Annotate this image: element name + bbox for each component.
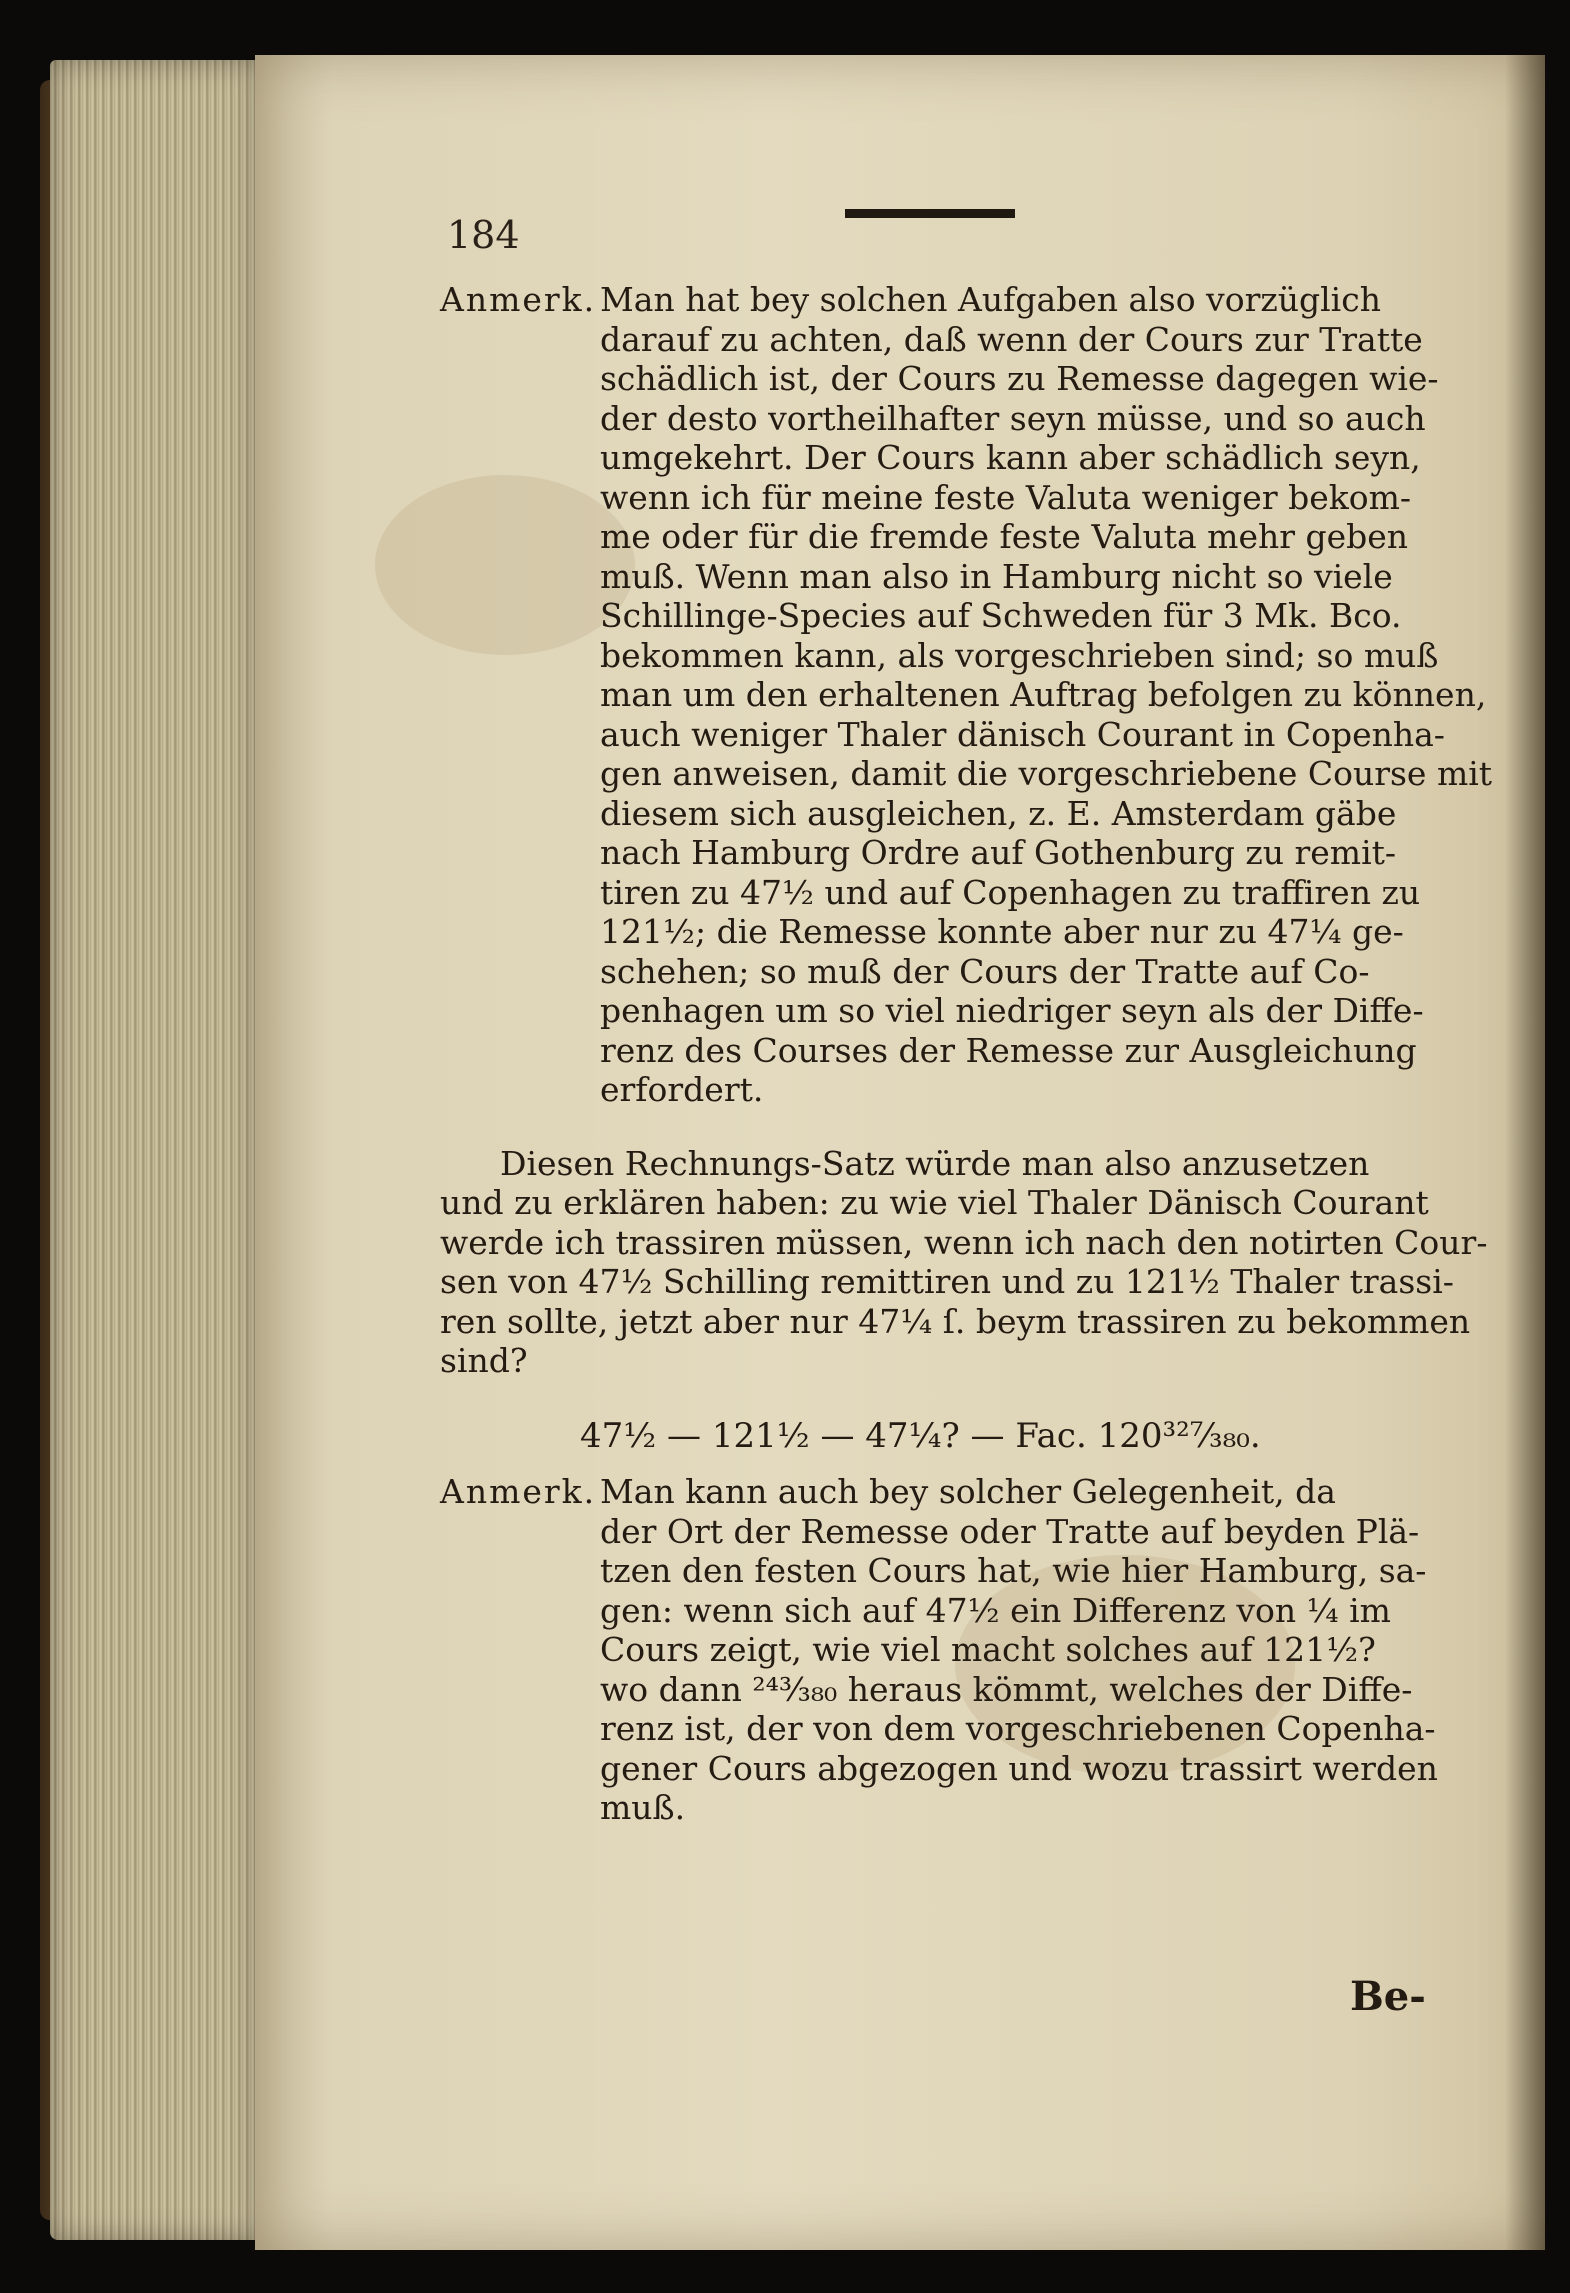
text-line: Schillinge-Species auf Schweden für 3 Mk. Bco. (600, 596, 1402, 635)
page-stack-edge (50, 60, 260, 2240)
text-line: gen: wenn sich auf 47½ ein Differenz von ¼ im (600, 1590, 1391, 1630)
text-line: muß. (600, 1788, 686, 1827)
text-line: der Ort der Remesse oder Tratte auf beyden Plä- (600, 1511, 1420, 1551)
text-line: diesem sich ausgleichen, z. E. Amsterdam gäbe (600, 793, 1397, 833)
text-line: 121½; die Remesse konnte aber nur zu 47¼ ge- (600, 912, 1404, 951)
text-line: wo dann ²⁴³⁄₃₈₀ heraus kömmt, welches der Diffe- (600, 1669, 1413, 1709)
formula-line: 47½ — 121½ — 47¼? — Fac. 120³²⁷⁄₃₈₀. (580, 1415, 1261, 1456)
text-line: me oder für die fremde feste Valuta mehr geben (600, 517, 1409, 556)
text-line: sen von 47½ Schilling remittiren und zu 121½ Thaler trassi- (440, 1262, 1454, 1301)
text-line: schädlich ist, der Cours zu Remesse dagegen wie- (600, 359, 1439, 398)
text-line: nach Hamburg Ordre auf Gothenburg zu remit- (600, 833, 1397, 872)
text-line: und zu erklären haben: zu wie viel Thaler Dänisch Courant (440, 1183, 1429, 1222)
text-line: gener Cours abgezogen und wozu trassirt werden (600, 1748, 1438, 1788)
text-line: Man hat bey solchen Aufgaben also vorzüglich (600, 280, 1381, 319)
note-1-body (600, 280, 1492, 1110)
body-text (440, 280, 1493, 1828)
note-2 (440, 1472, 1490, 1828)
header-rule (845, 209, 1015, 218)
note-2-body (600, 1472, 1490, 1828)
note-2-label: Anmerk. (440, 1472, 597, 1511)
text-line: schehen; so muß der Cours der Tratte auf Co- (600, 951, 1370, 991)
text-line: bekommen kann, als vorgeschrieben sind; so muß (600, 635, 1439, 675)
text-line: Man kann auch bey solcher Gelegenheit, da (600, 1472, 1336, 1511)
text-line: auch weniger Thaler dänisch Courant in Copenha- (600, 714, 1445, 754)
text-line: man um den erhaltenen Auftrag befolgen zu können, (600, 675, 1487, 714)
text-line: Cours zeigt, wie viel macht solches auf 121½? (600, 1630, 1376, 1669)
text-line: werde ich trassiren müssen, wenn ich nach den notirten Cour- (440, 1222, 1488, 1262)
text-line: tiren zu 47½ und auf Copenhagen zu traffiren zu (600, 872, 1421, 912)
text-line: sind? (440, 1341, 528, 1380)
note-1-label: Anmerk. (440, 280, 597, 319)
text-line: muß. Wenn man also in Hamburg nicht so viele (600, 556, 1393, 596)
text-line: penhagen um so viel niedriger seyn als der Diffe- (600, 991, 1424, 1030)
gutter-shadow (1505, 55, 1545, 2250)
text-line: tzen den festen Cours hat, wie hier Hamburg, sa- (600, 1551, 1427, 1590)
text-line: umgekehrt. Der Cours kann aber schädlich seyn, (600, 438, 1421, 477)
page-sheet (255, 55, 1545, 2250)
text-line: renz ist, der von dem vorgeschriebenen Copenha- (600, 1709, 1436, 1748)
text-line: erfordert. (600, 1070, 764, 1109)
text-line: gen anweisen, damit die vorgeschriebene Course mit (600, 754, 1493, 793)
page-number: 184 (447, 213, 520, 257)
text-line: renz des Courses der Remesse zur Ausgleichung (600, 1030, 1417, 1070)
text-line: darauf zu achten, daß wenn der Cours zur Tratte (600, 319, 1423, 359)
text-line: wenn ich für meine feste Valuta weniger bekom- (600, 477, 1412, 517)
paragraph-main (440, 1144, 1490, 1381)
note-1 (440, 280, 1493, 1110)
catchword: Be‑ (1350, 1973, 1426, 2020)
text-line: der desto vortheilhafter seyn müsse, und so auch (600, 398, 1426, 438)
text-line: Diesen Rechnungs-Satz würde man also anzusetzen (500, 1143, 1370, 1183)
text-line: ren sollte, jetzt aber nur 47¼ ſ. beym trassiren zu bekommen (440, 1301, 1471, 1341)
